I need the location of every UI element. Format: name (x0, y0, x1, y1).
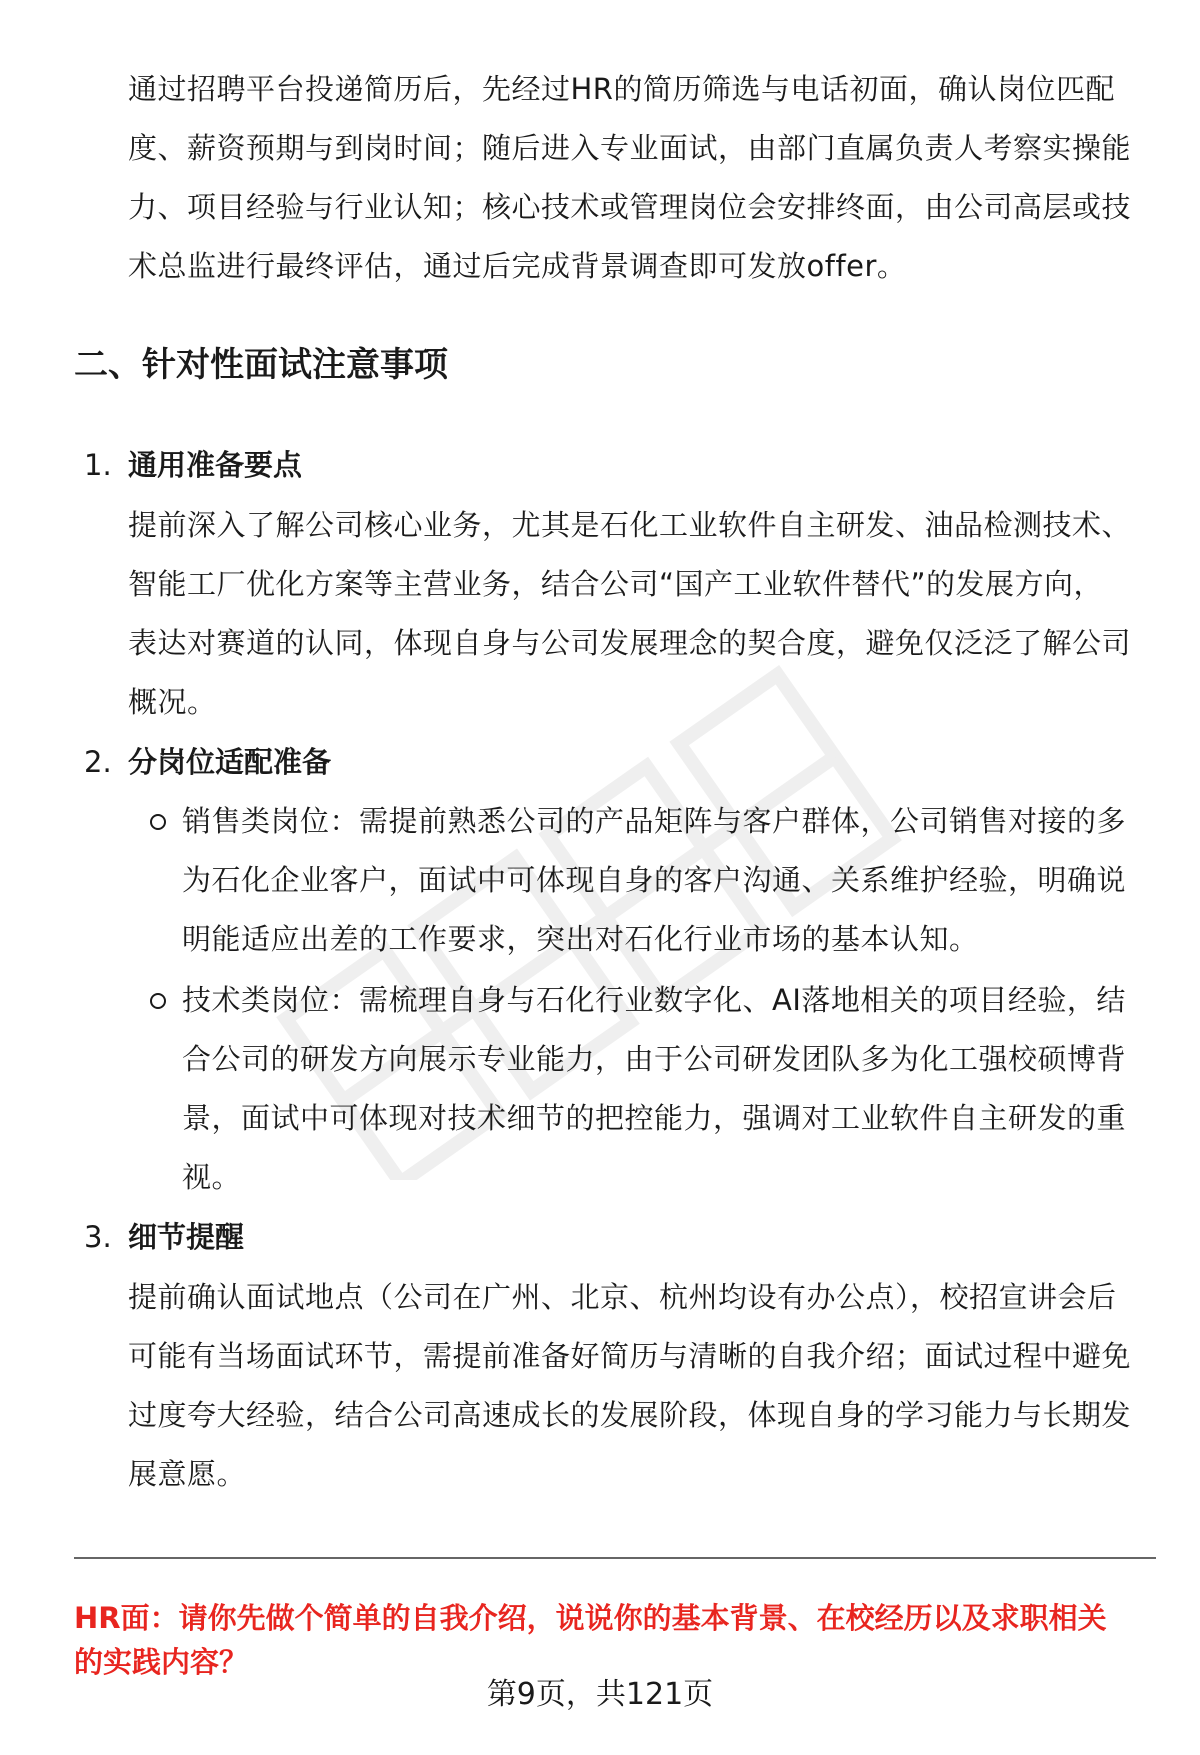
list-item-title: 分岗位适配准备 (128, 745, 332, 779)
page-number: 第9页，共121页 (486, 1677, 714, 1712)
hr-question (74, 1596, 1154, 1684)
text-line: 可能有当场面试环节，需提前准备好简历与清晰的自我介绍；面试过程中避免 (128, 1339, 1132, 1373)
text-line: 术总监进行最终评估，通过后完成背景调查即可发放offer。 (128, 249, 907, 283)
sub-bullet-sales (182, 792, 1142, 969)
list-number: 1. (84, 448, 112, 482)
text-line: 智能工厂优化方案等主营业务，结合公司“国产工业软件替代”的发展方向， (128, 567, 1104, 601)
text-line: 明能适应出差的工作要求，突出对石化行业市场的基本认知。 (182, 922, 979, 956)
text-line: 提前确认面试地点（公司在广州、北京、杭州均设有办公点），校招宣讲会后 (128, 1280, 1117, 1314)
text-line: 视。 (182, 1160, 242, 1194)
list-number: 3. (84, 1220, 112, 1254)
text-line: 度、薪资预期与到岗时间；随后进入专业面试，由部门直属负责人考察实操能 (128, 131, 1132, 165)
list-item-title: 通用准备要点 (128, 448, 303, 482)
list-number: 2. (84, 745, 112, 779)
text-line: 表达对赛道的认同，体现自身与公司发展理念的契合度，避免仅泛泛了解公司 (128, 626, 1132, 660)
text-line: HR面：请你先做个简单的自我介绍，说说你的基本背景、在校经历以及求职相关 (74, 1601, 1107, 1635)
text-line: 概况。 (128, 685, 217, 719)
text-line: 提前深入了解公司核心业务，尤其是石化工业软件自主研发、油品检测技术、 (128, 508, 1132, 542)
bullet-circle-icon (150, 814, 166, 830)
bullet-circle-icon (150, 993, 166, 1009)
list-item-body (128, 1268, 1148, 1504)
text-line: 过度夸大经验，结合公司高速成长的发展阶段，体现自身的学习能力与长期发 (128, 1398, 1132, 1432)
text-line: 展意愿。 (128, 1457, 247, 1491)
text-line: 的实践内容？ (74, 1645, 249, 1679)
intro-paragraph (128, 60, 1148, 296)
list-item-body (128, 496, 1148, 732)
text-line: 技术类岗位：需梳理自身与石化行业数字化、AI落地相关的项目经验，结 (182, 983, 1126, 1017)
text-line: 力、项目经验与行业认知；核心技术或管理岗位会安排终面，由公司高层或技 (128, 190, 1132, 224)
text-line: 通过招聘平台投递简历后，先经过HR的简历筛选与电话初面，确认岗位匹配 (128, 72, 1115, 106)
text-line: 景，面试中可体现对技术细节的把控能力，强调对工业软件自主研发的重 (182, 1101, 1127, 1135)
text-line: 为石化企业客户，面试中可体现自身的客户沟通、关系维护经验，明确说 (182, 863, 1127, 897)
text-line: 合公司的研发方向展示专业能力，由于公司研发团队多为化工强校硕博背 (182, 1042, 1127, 1076)
sub-bullet-tech (182, 971, 1142, 1207)
list-item-title: 细节提醒 (128, 1220, 245, 1254)
horizontal-divider (74, 1557, 1156, 1559)
text-line: 销售类岗位：需提前熟悉公司的产品矩阵与客户群体，公司销售对接的多 (182, 804, 1127, 838)
section-heading: 二、针对性面试注意事项 (74, 345, 448, 385)
